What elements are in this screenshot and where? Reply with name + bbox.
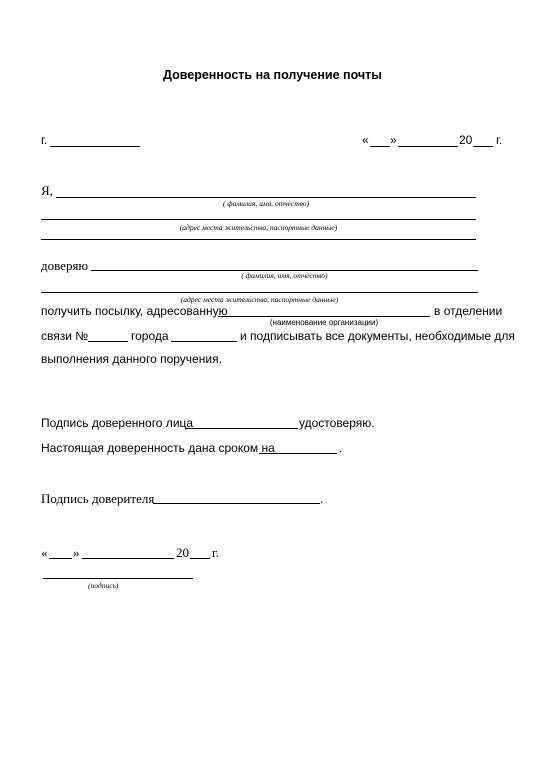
validity-term-field[interactable] [259, 453, 337, 454]
principal-address-caption: (адрес места жительства, паспортные данные) [179, 223, 338, 232]
principal-name-caption: ( фамилия, имя, отчество) [222, 199, 310, 208]
body-line2-text: связи № [41, 329, 89, 343]
validity-end: . [339, 441, 343, 455]
date-open-quote: « [362, 133, 369, 147]
attorney-name-caption: ( фамилия, имя, отчество) [241, 271, 328, 280]
bottom-date-day-field[interactable] [49, 558, 72, 559]
date-year-field[interactable] [473, 146, 493, 147]
bottom-date-year-field[interactable] [190, 558, 210, 559]
organization-caption-text: (наименование организации) [269, 318, 379, 327]
attorney-prefix: доверяю [41, 258, 89, 273]
bottom-date-close-quote: » [73, 545, 80, 560]
principal-name-field[interactable] [56, 197, 476, 198]
body-line2-end: и подписывать все документы, необходимые для [240, 329, 515, 343]
city-name-field[interactable] [171, 341, 237, 342]
city-prefix: г. [41, 133, 48, 147]
bottom-date-year-prefix: 20 [176, 545, 189, 560]
body-line1-end: в отделении [434, 304, 503, 318]
document-title: Доверенность на получение почты [163, 68, 382, 82]
validity-text: Настоящая доверенность дана сроком на [41, 441, 275, 455]
organization-field[interactable] [218, 316, 430, 317]
date-close-quote: » [390, 133, 397, 147]
body-line3-text: выполнения данного поручения. [41, 352, 222, 366]
body-line2-city-label: города [131, 329, 169, 343]
post-office-number-field[interactable] [88, 341, 128, 342]
principal-signature-field[interactable] [153, 503, 320, 504]
attest-text: Подпись доверенного лица [41, 416, 194, 430]
principal-prefix: Я, [41, 183, 53, 198]
final-signature-field[interactable] [43, 578, 193, 579]
date-day-field[interactable] [370, 146, 390, 147]
date-year-prefix: 20 [459, 133, 473, 147]
attorney-address-field[interactable] [41, 292, 478, 293]
principal-signature-end: . [320, 491, 324, 506]
body-line1-text: получить посылку, адресованную [41, 304, 228, 318]
attest-end: удостоверяю. [299, 416, 375, 430]
bottom-date-open-quote: « [41, 545, 48, 560]
principal-address-field-2[interactable] [41, 239, 476, 240]
signature-caption: (подпись) [88, 581, 119, 590]
principal-address-field-1[interactable] [41, 219, 476, 220]
attorney-signature-field[interactable] [185, 428, 298, 429]
attorney-address-caption: (адрес места жительства, паспортные данные) [180, 295, 339, 304]
date-year-suffix: г. [496, 133, 503, 147]
bottom-date-month-field[interactable] [82, 558, 174, 559]
principal-signature-label: Подпись доверителя [41, 491, 155, 506]
city-field[interactable] [50, 146, 140, 147]
date-month-field[interactable] [398, 146, 458, 147]
bottom-date-year-suffix: г. [212, 545, 220, 560]
